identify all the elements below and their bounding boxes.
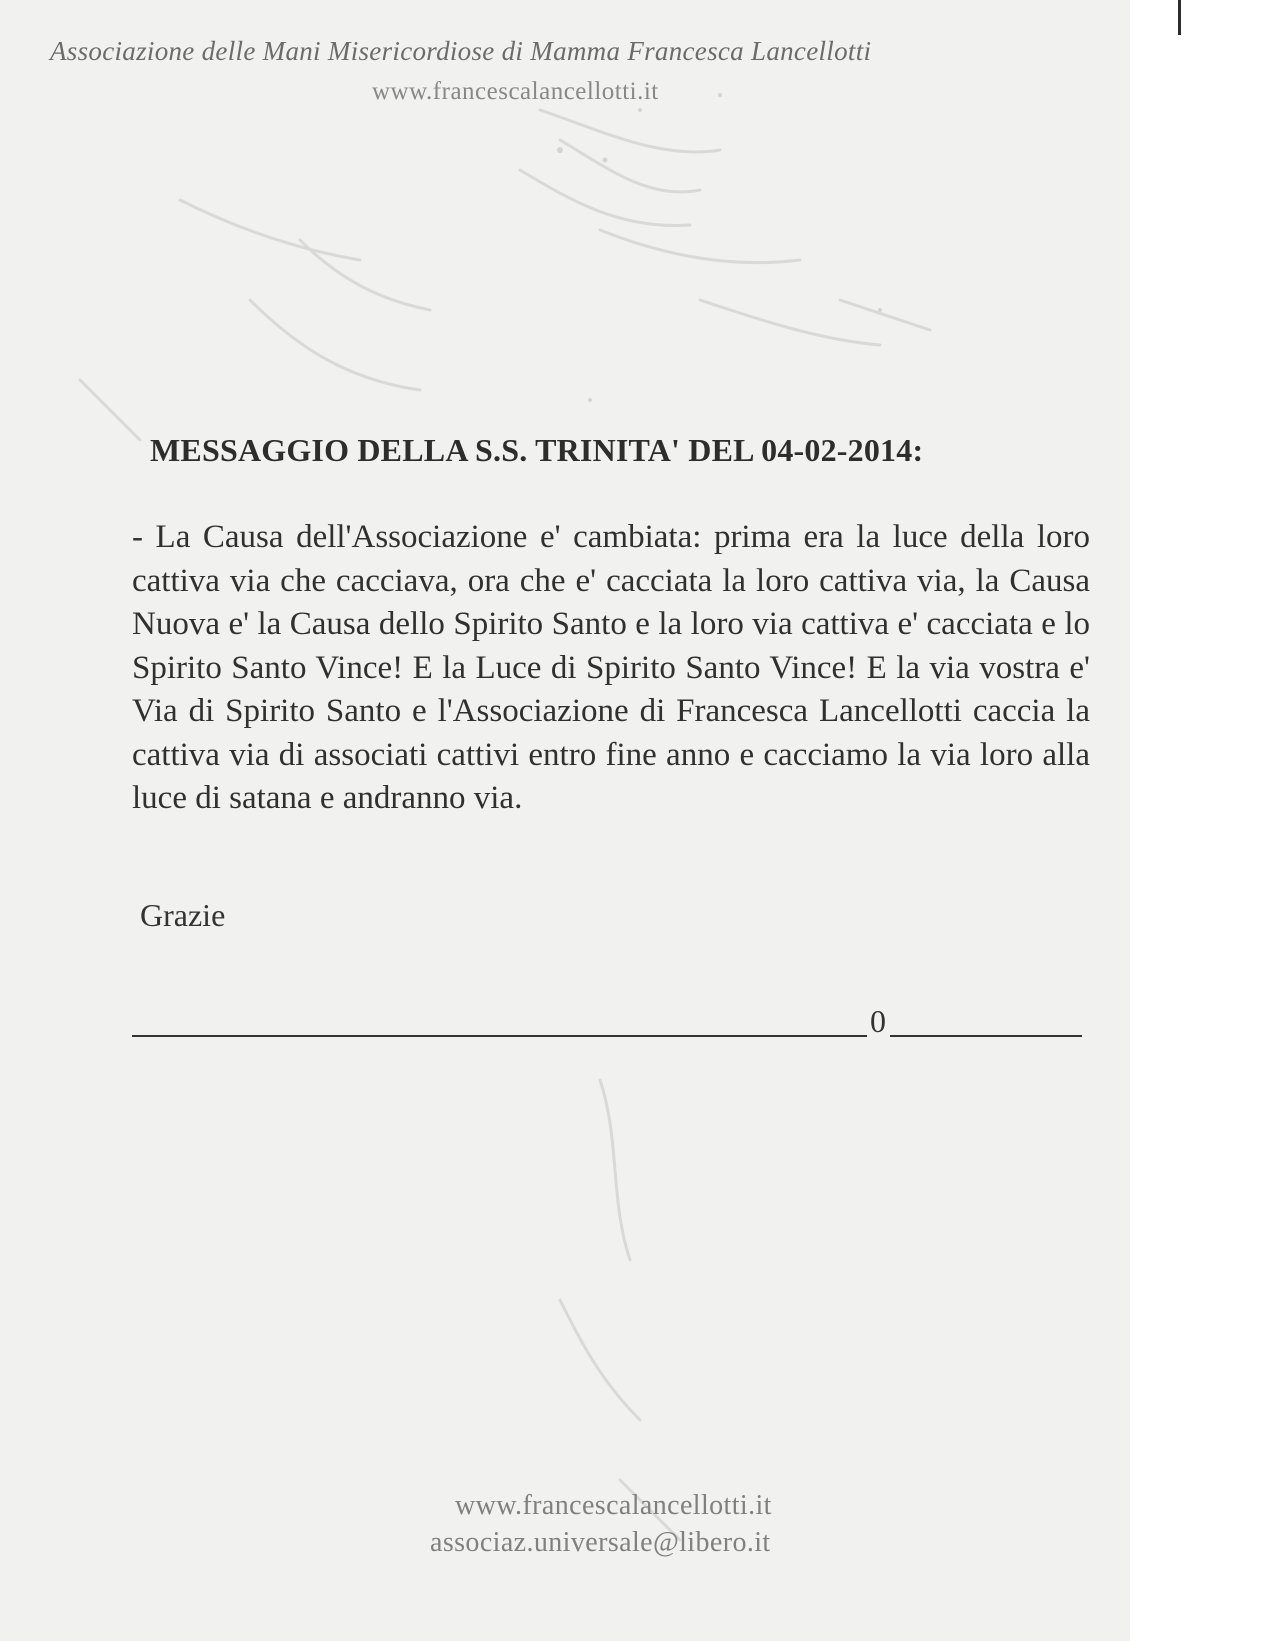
signature-zero: 0: [870, 1003, 886, 1039]
closing-thanks: Grazie: [140, 897, 226, 933]
message-body: - La Causa dell'Associazione e' cambiata: prima era la luce della loro cattiva via che cacciava, ora che e' cacciata la loro cattiva via, la Causa Nuova e' la Causa dello Spirito Santo e la loro via cattiva e' cacciata e lo Spirito Santo Vince! E la Luce di Spirito Santo Vince! E la via vostra e' Via di Spirito Santo e l'Associazione di Francesca Lancellotti caccia la cattiva via di associati cattivi entro fine anno e cacciamo la via loro alla luce di satana e andranno via.: [132, 519, 1090, 816]
message-title: MESSAGGIO DELLA S.S. TRINITA' DEL 04-02-2014:: [150, 432, 924, 468]
footer-email[interactable]: associaz.universale@libero.it: [430, 1527, 771, 1558]
page-edge-mark: [1178, 0, 1181, 35]
header-website[interactable]: www.francescalancellotti.it: [372, 78, 659, 105]
date-line: [890, 1035, 1082, 1037]
signature-line: [132, 1035, 867, 1037]
footer-website[interactable]: www.francescalancellotti.it: [455, 1490, 772, 1521]
association-name: Associazione delle Mani Misericordiose di Mamma Francesca Lancellotti: [50, 36, 872, 66]
